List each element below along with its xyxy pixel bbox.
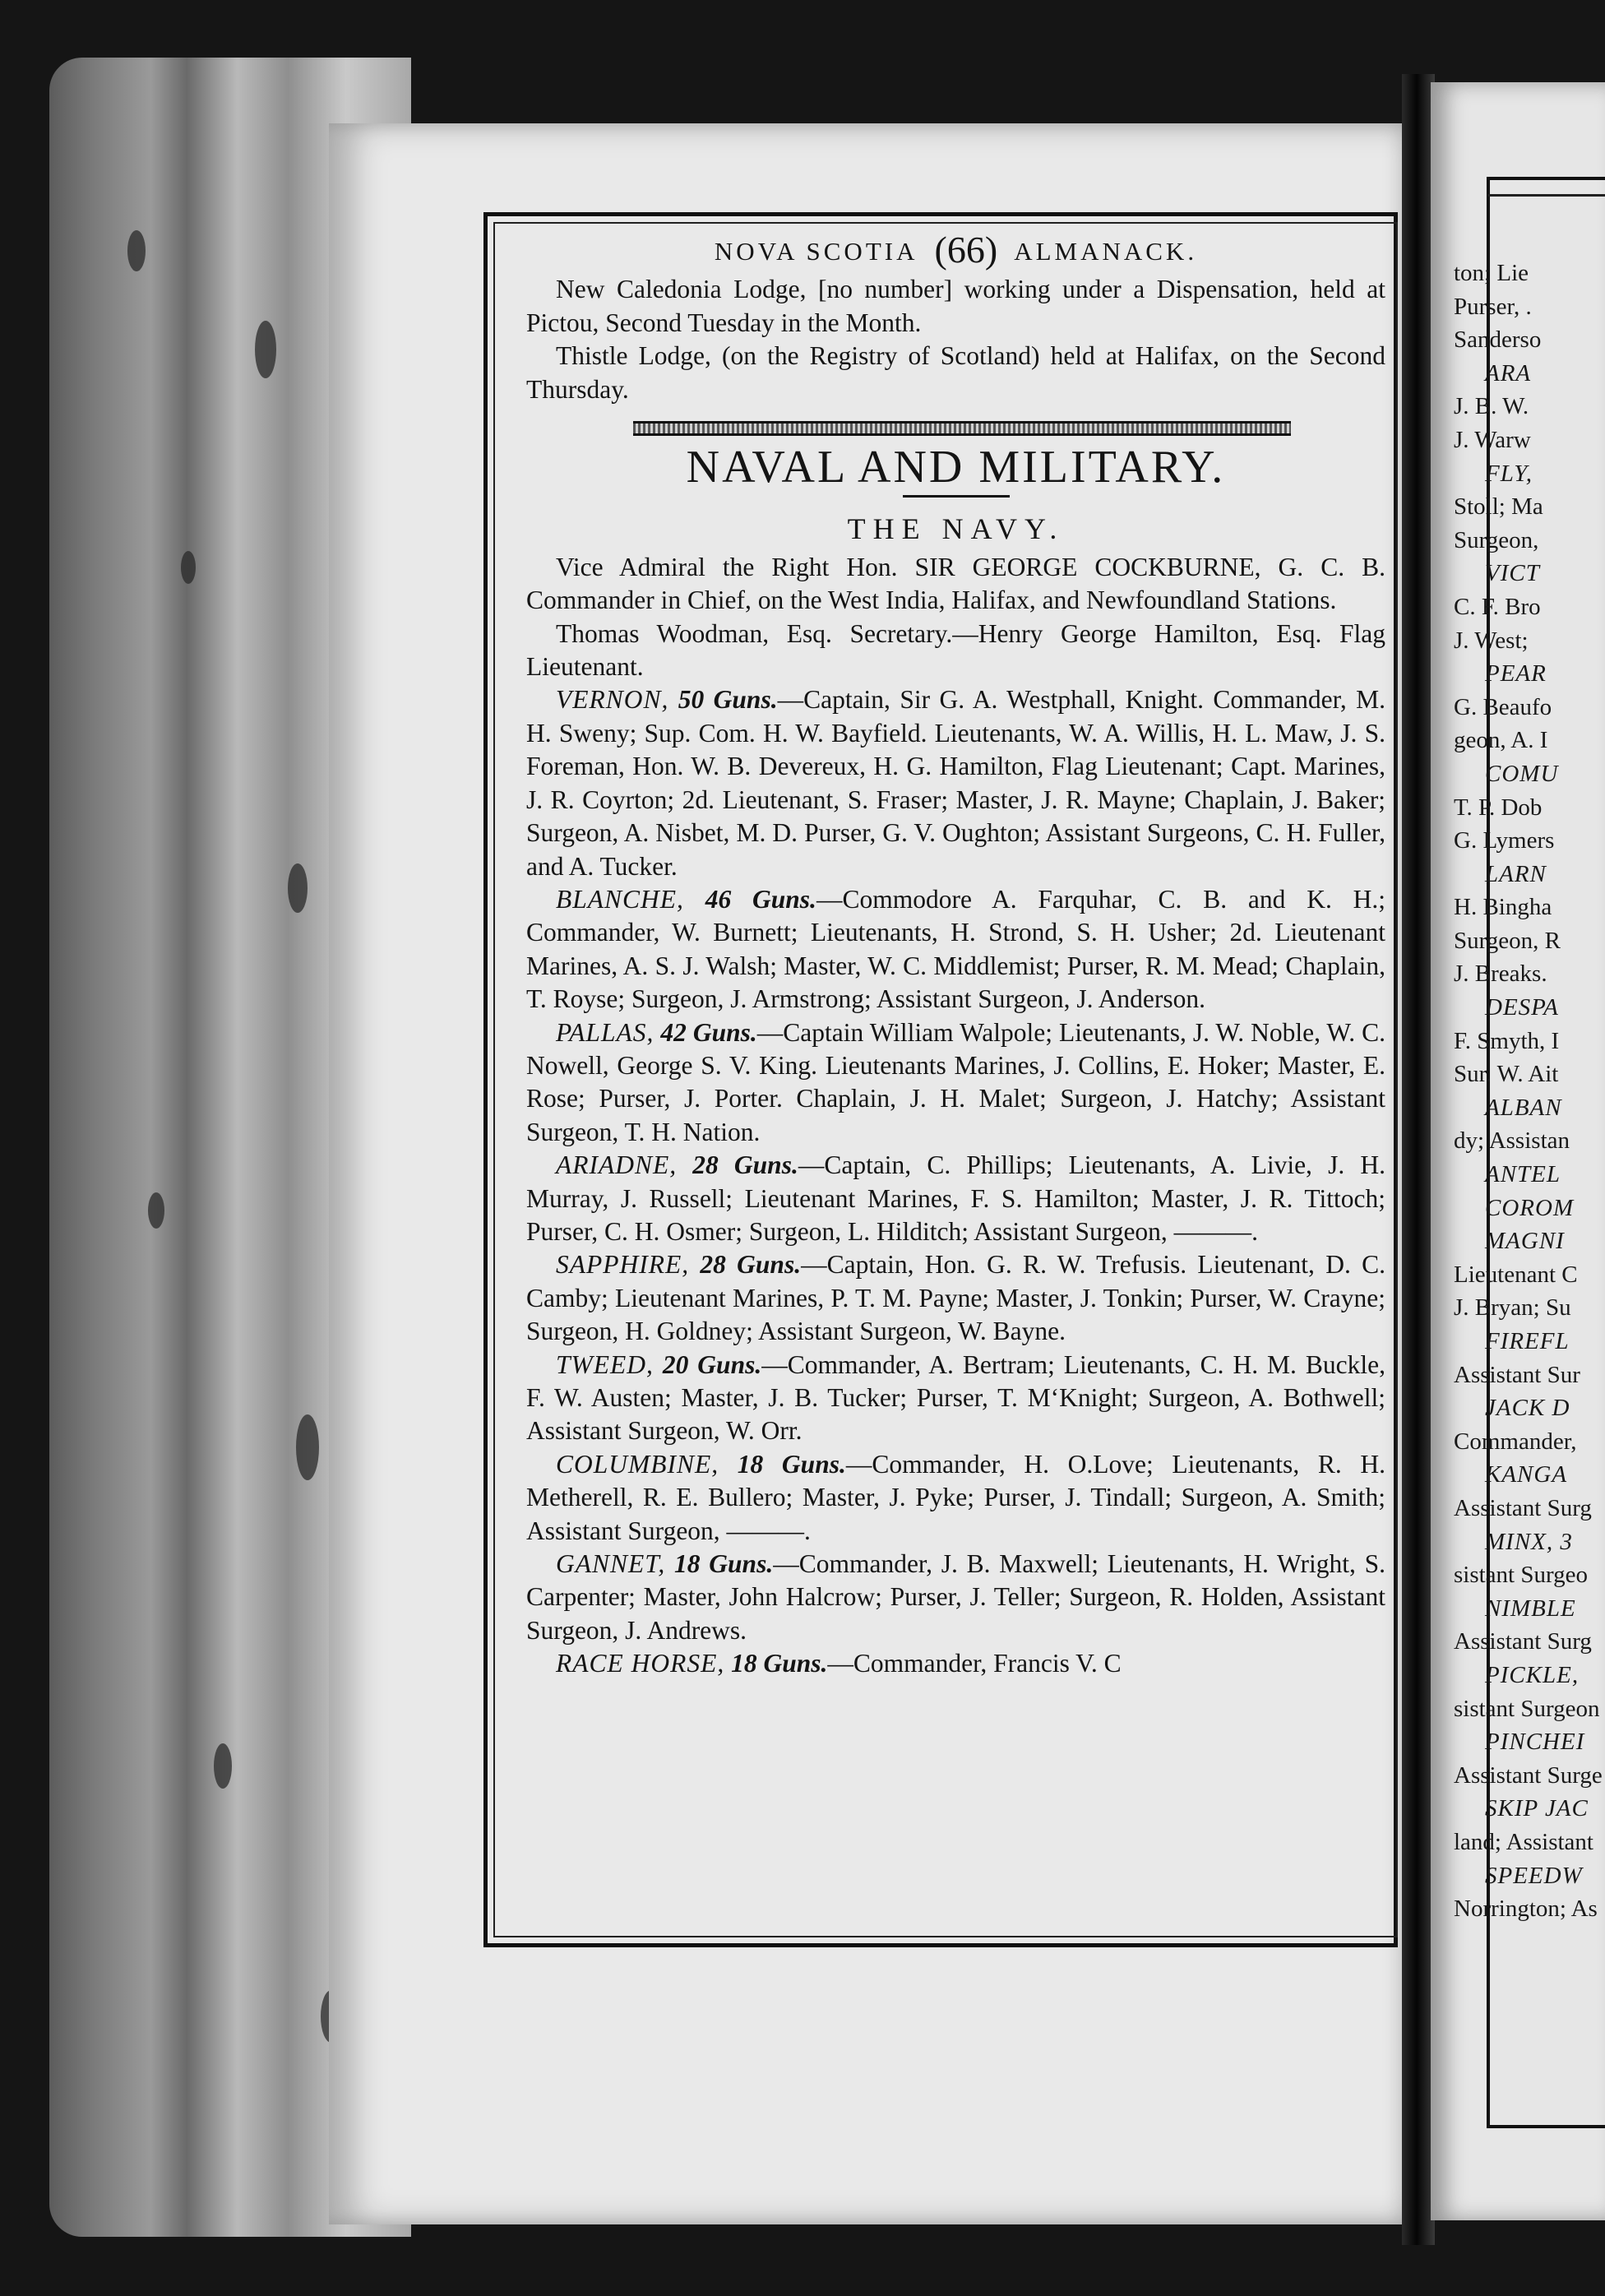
right-page-content	[1454, 257, 1605, 1926]
stain	[288, 863, 308, 913]
right-page-line: SPEEDW	[1485, 1862, 1583, 1889]
ship-entry	[526, 1448, 1385, 1548]
right-page-line: COMU	[1485, 760, 1559, 787]
right-page-line: Commander,	[1454, 1428, 1577, 1455]
left-page-content	[526, 230, 1385, 1681]
ship-guns: 42 Guns.	[660, 1017, 757, 1047]
right-page-line: Assistant Sur	[1454, 1361, 1580, 1388]
right-page-line: JACK D	[1485, 1395, 1570, 1422]
right-page-line: NIMBLE	[1485, 1595, 1576, 1622]
ship-entry	[526, 883, 1385, 1016]
right-page-line: COROM	[1485, 1194, 1575, 1221]
ship-officers: —Captain William Walpole; Lieutenants, J. W. Noble, W. C. Nowell, George S. V. King. Lieutenants Marines, J. Collins, E. Hoker; Master, E. Rose; Purser, J. Porter. Chaplain, J. H. Malet; Surgeon, J. Hatchy; Assistant Surgeon, T. H. Nation.	[526, 1017, 1386, 1146]
right-page-line: Sur. W. Ait	[1454, 1061, 1559, 1088]
running-header	[526, 229, 1385, 271]
header-left: NOVA SCOTIA	[714, 237, 917, 266]
right-page-line: Assistant Surg	[1454, 1628, 1592, 1655]
right-page-line: geon, A. I	[1454, 727, 1548, 754]
ship-entry	[526, 1647, 1385, 1680]
right-page-line: ANTEL	[1485, 1161, 1561, 1188]
right-page-line: MAGNI	[1485, 1228, 1565, 1255]
right-page-line: C. F. Bro	[1454, 593, 1541, 620]
right-page-line: Lieutenant C	[1454, 1261, 1578, 1288]
ship-guns: 46 Guns.	[705, 884, 816, 914]
right-page-line: ALBAN	[1485, 1094, 1562, 1121]
subsection-title: THE NAVY.	[847, 512, 1065, 546]
right-page-line: G. Beaufo	[1454, 693, 1552, 720]
ship-officers: —Commodore A. Farquhar, C. B. and K. H.; Commander, W. Burnett; Lieutenants, H. Strond, S. H. Usher; 2d. Lieutenant Marines, A. S. J. Walsh; Master, W. C. Middlemist; Purser, R. M. Mead; Chaplain, T. Royse; Surgeon, J. Armstrong; Assistant Surgeon, J. Anderson.	[526, 884, 1386, 1014]
admiral-paragraph: Vice Admiral the Right Hon. SIR GEORGE COCKBURNE, G. C. B. Commander in Chief, on the West India, Halifax, and Newfoundland Stations.	[526, 552, 1385, 615]
right-page-line: land; Assistant	[1454, 1828, 1593, 1855]
ship-officers: —Captain, C. Phillips; Lieutenants, A. Livie, J. H. Murray, J. Russell; Lieutenant Marines, F. S. Hamilton; Master, J. R. Tittoch; Purser, C. H. Osmer; Surgeon, L. Hilditch; Assistant Surgeon, ———.	[526, 1150, 1385, 1246]
stain	[127, 230, 146, 271]
ship-list	[526, 683, 1385, 1680]
right-page-line: J. Breaks.	[1454, 961, 1547, 988]
intro-paragraph: Thistle Lodge, (on the Registry of Scotland) held at Halifax, on the Second Thursday.	[526, 341, 1385, 404]
right-page-line: MINX, 3	[1485, 1528, 1573, 1555]
right-page-line: Purser, .	[1454, 293, 1532, 320]
book-gutter	[1402, 74, 1435, 2245]
ship-officers: —Commander, Francis V. C	[827, 1649, 1122, 1678]
ship-name: COLUMBINE,	[556, 1449, 719, 1479]
header-right: ALMANACK.	[1014, 237, 1198, 266]
title-underline	[903, 495, 1010, 498]
ship-entry	[526, 1349, 1385, 1448]
right-page-line: sistant Surgeon	[1454, 1695, 1600, 1722]
intro-paragraph: New Caledonia Lodge, [no number] working under a Dispensation, held at Pictou, Second Tuesday in the Month.	[526, 275, 1385, 337]
right-page-line: KANGA	[1485, 1461, 1568, 1488]
ship-officers: —Captain, Sir G. A. Westphall, Knight. Commander, M. H. Sweny; Sup. Com. H. W. Bayfield. Lieutenants, W. A. Willis, H. L. Maw, J. S. Foreman, Hon. W. B. Devereux, H. G. Hamilton, Flag Lieutenant; Capt. Marines, J. R. Coyrton; 2d. Lieutenant, S. Fraser; Master, J. R. Mayne; Chaplain, J. Baker; Surgeon, A. Nisbet, M. D. Purser, G. V. Oughton; Assistant Surgeons, C. H. Fuller, and A. Tucker.	[526, 685, 1386, 881]
ship-guns: 18 Guns.	[737, 1449, 846, 1479]
right-page-line: FLY,	[1485, 460, 1533, 487]
ship-name: PALLAS,	[556, 1017, 654, 1047]
right-page-line: J. Bryan; Su	[1454, 1294, 1571, 1322]
ship-name: SAPPHIRE,	[556, 1250, 690, 1280]
right-page-line: SKIP JAC	[1485, 1795, 1589, 1822]
right-page-line: Surgeon,	[1454, 526, 1539, 553]
right-page-line: G. Lymers	[1454, 827, 1555, 854]
stain	[148, 1192, 164, 1229]
stain	[296, 1414, 319, 1480]
right-page-line: T. P. Dob	[1454, 794, 1543, 821]
ship-officers: —Commander, A. Bertram; Lieutenants, C. H. M. Buckle, F. W. Austen; Master, J. B. Tucker; Purser, T. M‘Knight; Surgeon, A. Bothwell; Assistant Surgeon, W. Orr.	[526, 1349, 1385, 1446]
ship-entry	[526, 683, 1385, 882]
ship-entry	[526, 1149, 1385, 1248]
right-page-line: ton; Lie	[1454, 260, 1529, 286]
right-page-line: LARN	[1485, 860, 1547, 887]
right-page-line: Sanderso	[1454, 326, 1542, 354]
ship-officers: —Captain, Hon. G. R. W. Trefusis. Lieutenant, D. C. Camby; Lieutenant Marines, P. T. M. Payne; Master, J. Tonkin; Purser, W. Crayne; Surgeon, H. Goldney; Assistant Surgeon, W. Bayne.	[526, 1250, 1386, 1346]
right-page-line: H. Bingha	[1454, 894, 1552, 921]
right-page-line: F. Smyth, I	[1454, 1027, 1560, 1054]
ship-entry	[526, 1248, 1385, 1348]
right-page-line: J. B. W.	[1454, 393, 1529, 420]
ship-entry	[526, 1548, 1385, 1647]
right-page-line: J. West;	[1454, 627, 1529, 654]
right-page-line: Surgeon, R	[1454, 927, 1561, 954]
right-page-line: sistant Surgeo	[1454, 1562, 1588, 1589]
ship-guns: 20 Guns.	[662, 1349, 762, 1379]
stain	[214, 1743, 232, 1789]
ship-officers: —Commander, J. B. Maxwell; Lieutenants, H. Wright, S. Carpenter; Master, John Halcrow; Purser, J. Teller; Surgeon, R. Holden, Assistant Surgeon, J. Andrews.	[526, 1549, 1386, 1645]
right-page-line: Stoll; Ma	[1454, 493, 1543, 521]
right-page-line: VICT	[1485, 560, 1540, 587]
right-page-line: Norrington; As	[1454, 1896, 1598, 1923]
ship-officers: —Commander, H. O.Love; Lieutenants, R. H. Metherell, R. E. Bullero; Master, J. Pyke; Purser, J. Tindall; Surgeon, A. Smith; Assistant Surgeon, ———.	[526, 1449, 1386, 1545]
ship-name: BLANCHE,	[556, 884, 684, 914]
right-page-rule	[1488, 194, 1605, 197]
stain	[255, 321, 276, 378]
right-page-line: DESPA	[1485, 994, 1559, 1021]
ship-name: VERNON,	[556, 685, 669, 715]
right-page-line: Assistant Surg	[1454, 1494, 1592, 1521]
ship-entry	[526, 1016, 1385, 1150]
ship-guns: 18 Guns.	[674, 1549, 774, 1579]
secretary-paragraph: Thomas Woodman, Esq. Secretary.—Henry George Hamilton, Esq. Flag Lieutenant.	[526, 618, 1385, 682]
stain	[181, 551, 196, 584]
ship-guns: 28 Guns.	[700, 1250, 802, 1280]
right-page-line: PICKLE,	[1485, 1661, 1580, 1688]
right-page-line: ARA	[1485, 359, 1532, 387]
right-page-line: J. Warw	[1454, 426, 1531, 453]
ship-name: RACE HORSE,	[556, 1649, 725, 1678]
ship-name: TWEED,	[556, 1349, 654, 1379]
ship-guns: 50 Guns.	[678, 685, 778, 715]
right-page-line: dy; Assistan	[1454, 1127, 1570, 1155]
section-divider	[633, 421, 1291, 436]
right-page-line: FIREFL	[1485, 1328, 1570, 1354]
page-number: (66)	[934, 229, 998, 271]
ship-name: GANNET,	[556, 1549, 666, 1579]
right-page-line: Assistant Surge	[1454, 1761, 1603, 1789]
right-page-line: PINCHEI	[1485, 1729, 1585, 1756]
right-page-line: PEAR	[1485, 660, 1547, 687]
ship-guns: 18 Guns.	[731, 1649, 828, 1678]
section-title: NAVAL AND MILITARY.	[686, 442, 1226, 493]
ship-guns: 28 Guns.	[692, 1150, 798, 1180]
ship-name: ARIADNE,	[556, 1150, 678, 1180]
